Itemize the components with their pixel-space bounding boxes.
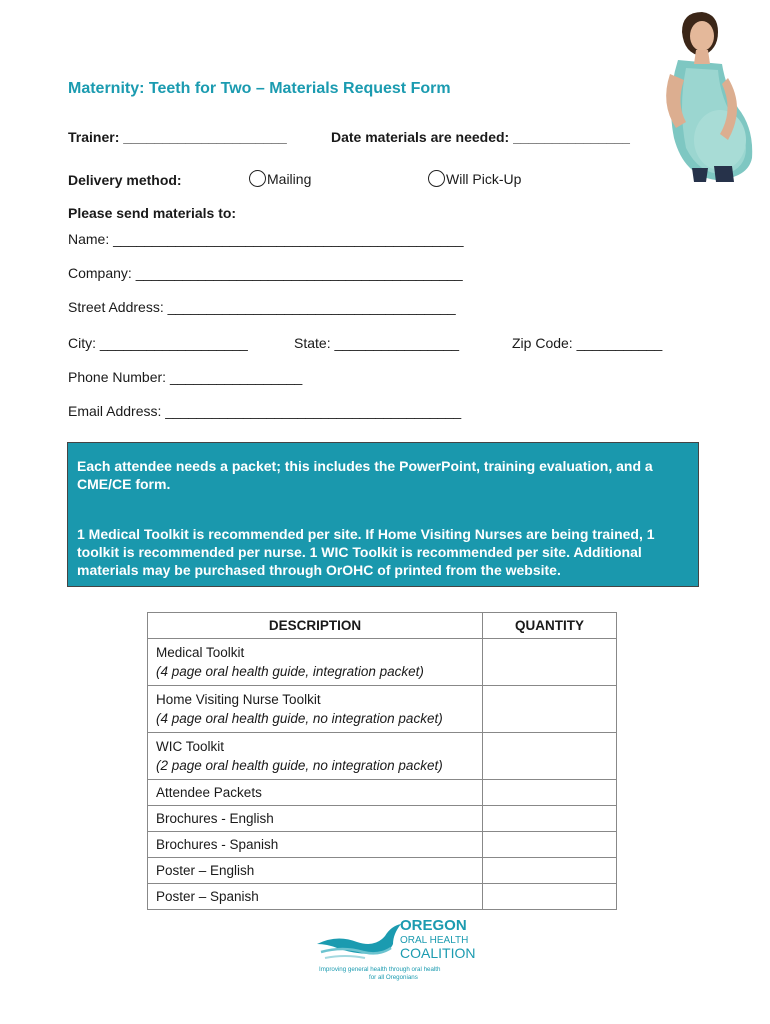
mailing-label: Mailing xyxy=(267,171,312,187)
materials-table xyxy=(147,612,617,910)
quantity-cell[interactable] xyxy=(483,780,617,806)
quantity-cell[interactable] xyxy=(483,832,617,858)
quantity-cell[interactable] xyxy=(483,884,617,910)
item-name: Poster – English xyxy=(148,858,483,884)
quantity-cell[interactable] xyxy=(483,806,617,832)
item-name: Brochures - Spanish xyxy=(148,832,483,858)
quantity-cell[interactable] xyxy=(483,858,617,884)
company-field[interactable]: Company: __________________________________________ xyxy=(68,265,463,281)
description-cell xyxy=(148,686,483,733)
description-header: DESCRIPTION xyxy=(148,613,483,639)
zip-code-field[interactable]: Zip Code: ___________ xyxy=(512,335,663,351)
description-cell xyxy=(148,733,483,780)
item-name: Home Visiting Nurse Toolkit xyxy=(156,692,321,707)
notice-paragraph-1: Each attendee needs a packet; this includes the PowerPoint, training evaluation, and a CME/CE form. xyxy=(77,458,653,492)
quantity-cell[interactable] xyxy=(483,639,617,686)
city-field[interactable]: City: ___________________ xyxy=(68,335,248,351)
form-title: Maternity: Teeth for Two – Materials Request Form xyxy=(68,80,451,97)
item-name: Medical Toolkit xyxy=(156,645,245,660)
table-row xyxy=(148,639,617,686)
item-detail: (4 page oral health guide, integration packet) xyxy=(156,664,424,679)
table-row xyxy=(148,806,617,832)
notice-box xyxy=(67,442,699,587)
street-address-field[interactable]: Street Address: _____________________________________ xyxy=(68,299,456,315)
item-name: Attendee Packets xyxy=(148,780,483,806)
description-cell xyxy=(148,639,483,686)
phone-field[interactable]: Phone Number: _________________ xyxy=(68,369,303,385)
send-to-heading: Please send materials to: xyxy=(68,205,237,221)
name-field[interactable]: Name: _____________________________________________ xyxy=(68,231,464,247)
table-row xyxy=(148,832,617,858)
logo-coalition: COALITION xyxy=(400,945,476,961)
logo-oregon: OREGON xyxy=(400,917,467,934)
state-field[interactable]: State: ________________ xyxy=(294,335,460,351)
notice-paragraph-2: 1 Medical Toolkit is recommended per site. If Home Visiting Nurses are being trained, 1 toolkit is recommended per nurse. 1 WIC Toolkit is recommended per site. Additional materials may be purchased through OrOHC of printed from the website. xyxy=(77,526,655,578)
delivery-method-label: Delivery method: xyxy=(68,172,182,188)
table-row xyxy=(148,858,617,884)
trainer-field[interactable]: Trainer: _____________________ xyxy=(68,129,287,145)
pickup-label: Will Pick-Up xyxy=(446,171,522,187)
table-row xyxy=(148,686,617,733)
item-name: Poster – Spanish xyxy=(148,884,483,910)
item-name: WIC Toolkit xyxy=(156,739,225,754)
pickup-radio[interactable] xyxy=(428,170,445,187)
logo-tagline-2: for all Oregonians xyxy=(369,974,418,981)
item-name: Brochures - English xyxy=(148,806,483,832)
quantity-header: QUANTITY xyxy=(483,613,617,639)
date-needed-field[interactable]: Date materials are needed: _______________ xyxy=(331,129,630,145)
table-row xyxy=(148,780,617,806)
mailing-radio[interactable] xyxy=(249,170,266,187)
item-detail: (4 page oral health guide, no integration packet) xyxy=(156,711,443,726)
item-detail: (2 page oral health guide, no integration packet) xyxy=(156,758,443,773)
pregnant-woman-photo xyxy=(656,8,756,182)
logo-oral-health: ORAL HEALTH xyxy=(400,935,469,946)
quantity-cell[interactable] xyxy=(483,733,617,780)
table-row xyxy=(148,884,617,910)
logo-tagline-1: Improving general health through oral health xyxy=(319,966,441,973)
oregon-oral-health-coalition-logo xyxy=(313,914,483,984)
email-field[interactable]: Email Address: ______________________________________ xyxy=(68,403,462,419)
quantity-cell[interactable] xyxy=(483,686,617,733)
table-row xyxy=(148,733,617,780)
